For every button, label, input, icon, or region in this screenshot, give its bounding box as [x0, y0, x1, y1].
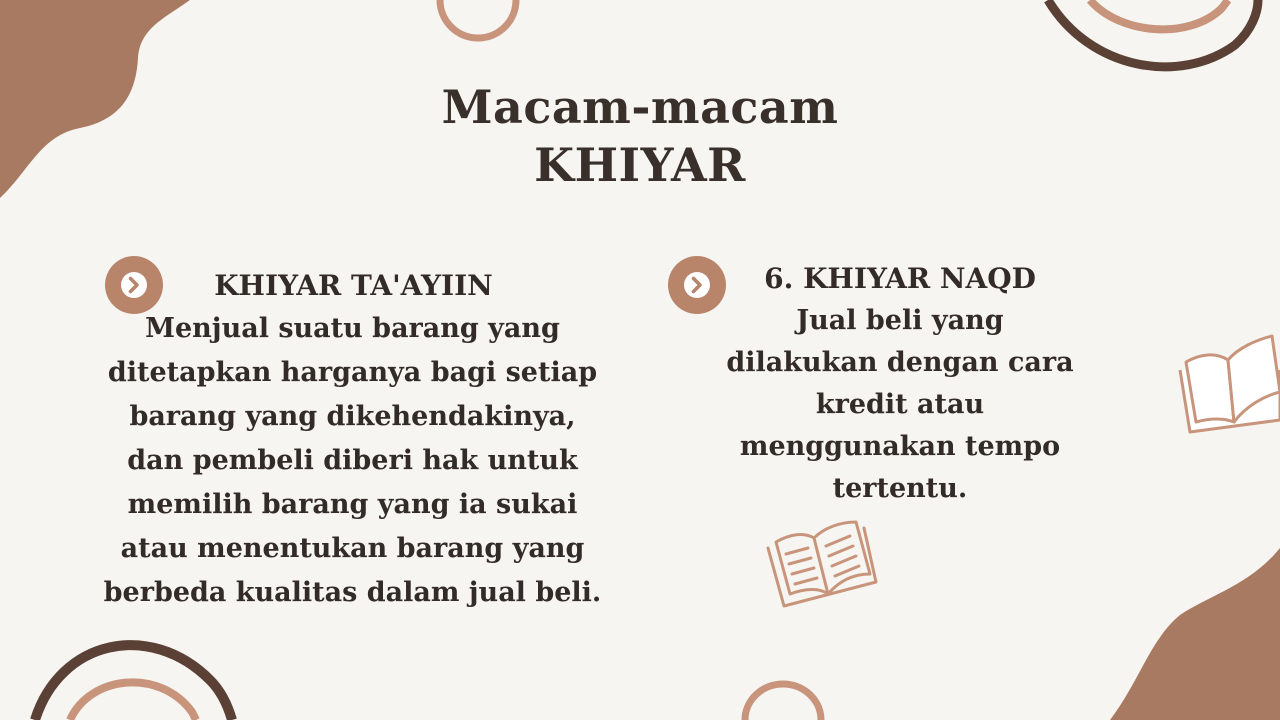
- open-book-icon-right: [1176, 330, 1280, 434]
- top-right-arch-outer: [1048, 0, 1258, 67]
- khiyar-naqd-text: Jual beli yang dilakukan dengan cara kredit atau menggunakan tempo tertentu.: [726, 305, 1074, 504]
- top-left-blob: [0, 0, 190, 198]
- khiyar-taayiin-text: Menjual suatu barang yang ditetapkan harganya bagi setiap barang yang dikehendakinya, dan pembeli diberi hak untuk memilih barang yang ia sukai atau menentukan barang yang berbeda kualitas dalam jual beli.: [103, 313, 602, 608]
- bottom-right-blob: [1110, 548, 1280, 720]
- open-book-icon: [764, 508, 882, 610]
- khiyar-taayiin-heading: KHIYAR TA'AYIIN: [214, 269, 493, 302]
- title-line-1: Macam-macam: [441, 80, 839, 134]
- chevron-right-icon: [668, 256, 726, 314]
- top-right-arch-inner: [1090, 0, 1228, 29]
- bullet-right: [668, 256, 726, 314]
- bottom-left-arch-inner: [70, 682, 196, 720]
- khiyar-naqd-section: [720, 258, 1080, 510]
- top-ring: [440, 0, 516, 38]
- page-title: [340, 78, 940, 194]
- bottom-ring: [745, 684, 821, 720]
- title-line-2: KHIYAR: [534, 138, 746, 192]
- khiyar-naqd-heading: 6. KHIYAR NAQD: [764, 262, 1036, 295]
- khiyar-taayiin-section: [100, 265, 605, 615]
